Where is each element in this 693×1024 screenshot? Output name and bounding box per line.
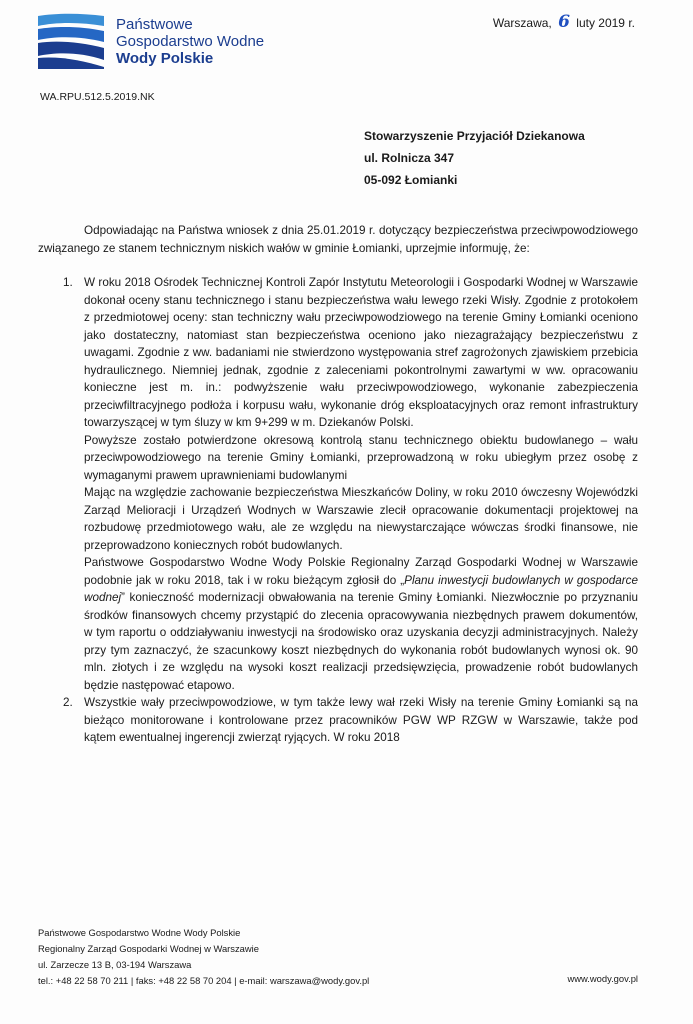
recipient-name: Stowarzyszenie Przyjaciół Dziekanowa xyxy=(364,129,585,143)
paragraph xyxy=(84,554,638,694)
text-run: Państwowe Gospodarstwo Wodne Wody Polskie Regionalny Zarząd Gospodarki Wodnej w Warszawie podobnie jak w roku 2018, tak i w roku bieżącym zgłosił do „ xyxy=(84,556,638,587)
date-day-handwritten: 6 xyxy=(558,12,570,32)
paragraph: Mając na względzie zachowanie bezpieczeństwa Mieszkańców Doliny, w roku 2010 ówczesny Wojewódzki Zarząd Melioracji i Urządzeń Wodnych w Warszawie zlecił opracowanie dokumentacji projektowej na rozbudowę przedmiotowego wału, ale ze względu na niewystarczające wówczas środki finansowe, nie przeprowadzono koniecznych robót budowlanych. xyxy=(84,486,638,552)
footer-line: tel.: +48 22 58 70 211 | faks: +48 22 58 70 204 | e-mail: warszawa@wody.gov.pl xyxy=(38,975,370,986)
recipient-street: ul. Rolnicza 347 xyxy=(364,151,455,165)
footer-line: Regionalny Zarząd Gospodarki Wodnej w Warszawie xyxy=(38,943,259,954)
waves-logo-icon xyxy=(36,12,106,70)
letter-body xyxy=(38,222,638,747)
paragraph: Wszystkie wały przeciwpowodziowe, w tym także lewy wał rzeki Wisły na terenie Gminy Łomianki są na bieżąco monitorowane i kontrolowane przez pracowników PGW WP RZGW w Warszawie, także pod kątem ewentualnej ingerencji zwierząt ryjących. W roku 2018 xyxy=(84,696,638,744)
footer-line: Państwowe Gospodarstwo Wodne Wody Polskie xyxy=(38,927,241,938)
plan-title: Planu inwestycji budowlanych w gospodarce wodnej xyxy=(84,573,638,604)
logo-line: Gospodarstwo Wodne xyxy=(116,33,265,50)
list-item xyxy=(38,694,638,747)
item-number: 2. xyxy=(63,696,73,709)
list-item xyxy=(38,274,638,694)
reference-number: WA.RPU.512.5.2019.NK xyxy=(40,91,155,103)
footer-line: ul. Zarzecze 13 B, 03-194 Warszawa xyxy=(38,959,192,970)
intro-paragraph: Odpowiadając na Państwa wniosek z dnia 25.01.2019 r. dotyczący bezpieczeństwa przeciwpowodziowego związanego ze stanem technicznym niskich wałów w gminie Łomianki, uprzejmie informuję, że: xyxy=(38,224,638,255)
logo-line: Wody Polskie xyxy=(116,50,214,67)
numbered-list xyxy=(38,274,638,747)
footer-website: www.wody.gov.pl xyxy=(567,973,638,984)
letter-date xyxy=(493,12,635,32)
date-prefix: Warszawa, xyxy=(492,16,552,30)
footer-contact xyxy=(38,925,369,989)
paragraph: Powyższe zostało potwierdzone okresową kontrolą stanu technicznego obiektu budowlanego – wału przeciwpowodziowego na terenie Gminy Łomianki, przeprowadzoną w roku ubiegłym przez osobę z wymaganymi prawem uprawnieniami budowlanymi xyxy=(84,433,638,482)
recipient-city: 05-092 Łomianki xyxy=(364,173,458,187)
paragraph: W roku 2018 Ośrodek Technicznej Kontroli Zapór Instytutu Meteorologii i Gospodarki Wodnej w Warszawie dokonał oceny stanu technicznego i stanu bezpieczeństwa wału lewego rzeki Wisły. Zgodnie z protokołem z przedmiotowej oceny: stan techniczny wału przeciwpowodziowego na terenie Gminy Łomianki oceniono jako dostateczny, natomiast stan bezpieczeństwa oceniono jako niezagrażający bezpieczeństwu z uwagami. Zgodnie z ww. badaniami nie stwierdzono występowania stref zagrożonych zjawiskiem przebicia hydraulicznego. Niemniej jednak, zgodnie z zaleceniami pokontrolnymi zawartymi w ww. opracowaniu konieczne jest m. in.: podwyższenie wału przeciwpowodziowego, wykonanie zabezpieczenia przeciwfiltracyjnego podłoża i korpusu wału, wykonanie dróg eksploatacyjnych oraz remont infrastruktury towarzyszącej w tym śluzy w km 9+299 w m. Dziekanów Polski. xyxy=(84,276,638,429)
logo-wordmark xyxy=(116,16,264,67)
text-run: ” konieczność modernizacji obwałowania na terenie Gminy Łomianki. Niezwłocznie po przyznaniu środków finansowych chcemy przystąpić do zlecenia opracowywania niezbędnych prawem dokumentów, w tym raportu o oddziaływaniu inwestycji na środowisko oraz uzyskania decyzji administracyjnych. Należy przy tym zaznaczyć, że szacunkowy koszt niezbędnych do wykonania robót budowlanych wynosi ok. 90 mln. złotych i ze względu na wysoki koszt realizacji przedsięwzięcia, prowadzenie robót budowlanych będzie następować etapowo. xyxy=(84,591,638,692)
recipient-address xyxy=(364,125,585,191)
item-number: 1. xyxy=(63,276,73,289)
logo-line: Państwowe xyxy=(116,16,193,33)
date-suffix: luty 2019 r. xyxy=(576,16,635,30)
